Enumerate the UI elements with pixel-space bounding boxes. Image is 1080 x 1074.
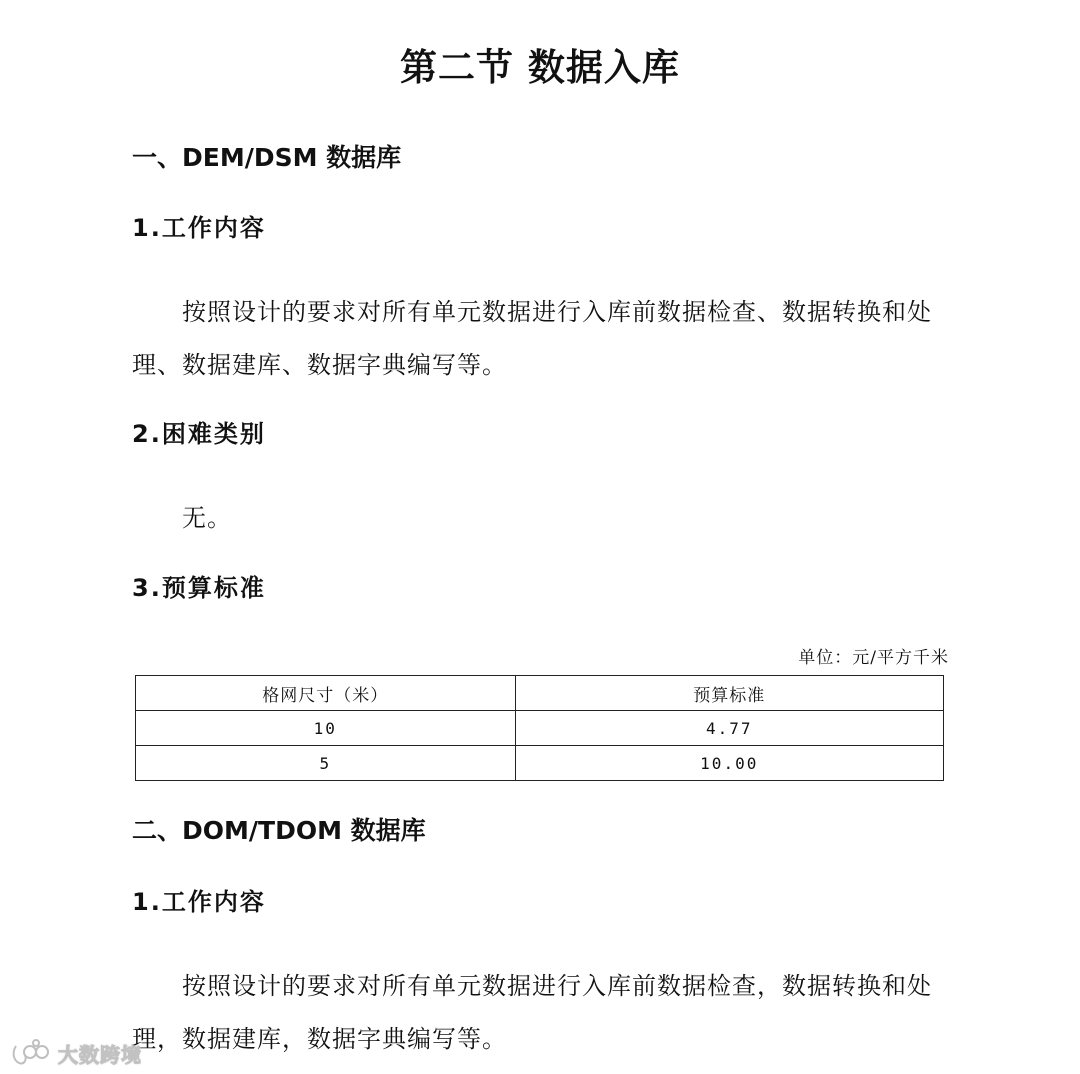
watermark-text: 大数跨境 [58, 1042, 142, 1067]
table-cell-grid-size: 5 [136, 746, 516, 781]
table-cell-budget: 10.00 [515, 746, 943, 781]
page-title: 第二节 数据入库 [400, 46, 680, 89]
table-header-budget: 预算标准 [515, 676, 943, 711]
watermark [10, 1035, 142, 1071]
table-cell-budget: 4.77 [515, 711, 943, 746]
subheading-budget-standard: 3.预算标准 [132, 574, 266, 602]
section-heading-dem-dsm: 一、DEM/DSM 数据库 [132, 143, 402, 172]
subheading-work-content-2: 1.工作内容 [132, 888, 266, 916]
table-header-grid-size: 格网尺寸（米） [136, 676, 516, 711]
paragraph-work-content-2: 按照设计的要求对所有单元数据进行入库前数据检查，数据转换和处理，数据建库，数据字典编写等。 [132, 972, 932, 1053]
paragraph-difficulty: 无。 [182, 504, 232, 532]
brand-logo-icon [10, 1038, 54, 1068]
table-cell-grid-size: 10 [136, 711, 516, 746]
section-heading-dom-tdom: 二、DOM/TDOM 数据库 [132, 816, 426, 845]
budget-table [135, 675, 944, 781]
table-row [136, 746, 944, 781]
paragraph-work-content: 按照设计的要求对所有单元数据进行入库前数据检查、数据转换和处理、数据建库、数据字典编写等。 [132, 298, 932, 379]
table-header-row [136, 676, 944, 711]
subheading-difficulty: 2.困难类别 [132, 420, 266, 448]
unit-note: 单位：元/平方千米 [798, 648, 949, 668]
table-row [136, 711, 944, 746]
subheading-work-content: 1.工作内容 [132, 214, 266, 242]
